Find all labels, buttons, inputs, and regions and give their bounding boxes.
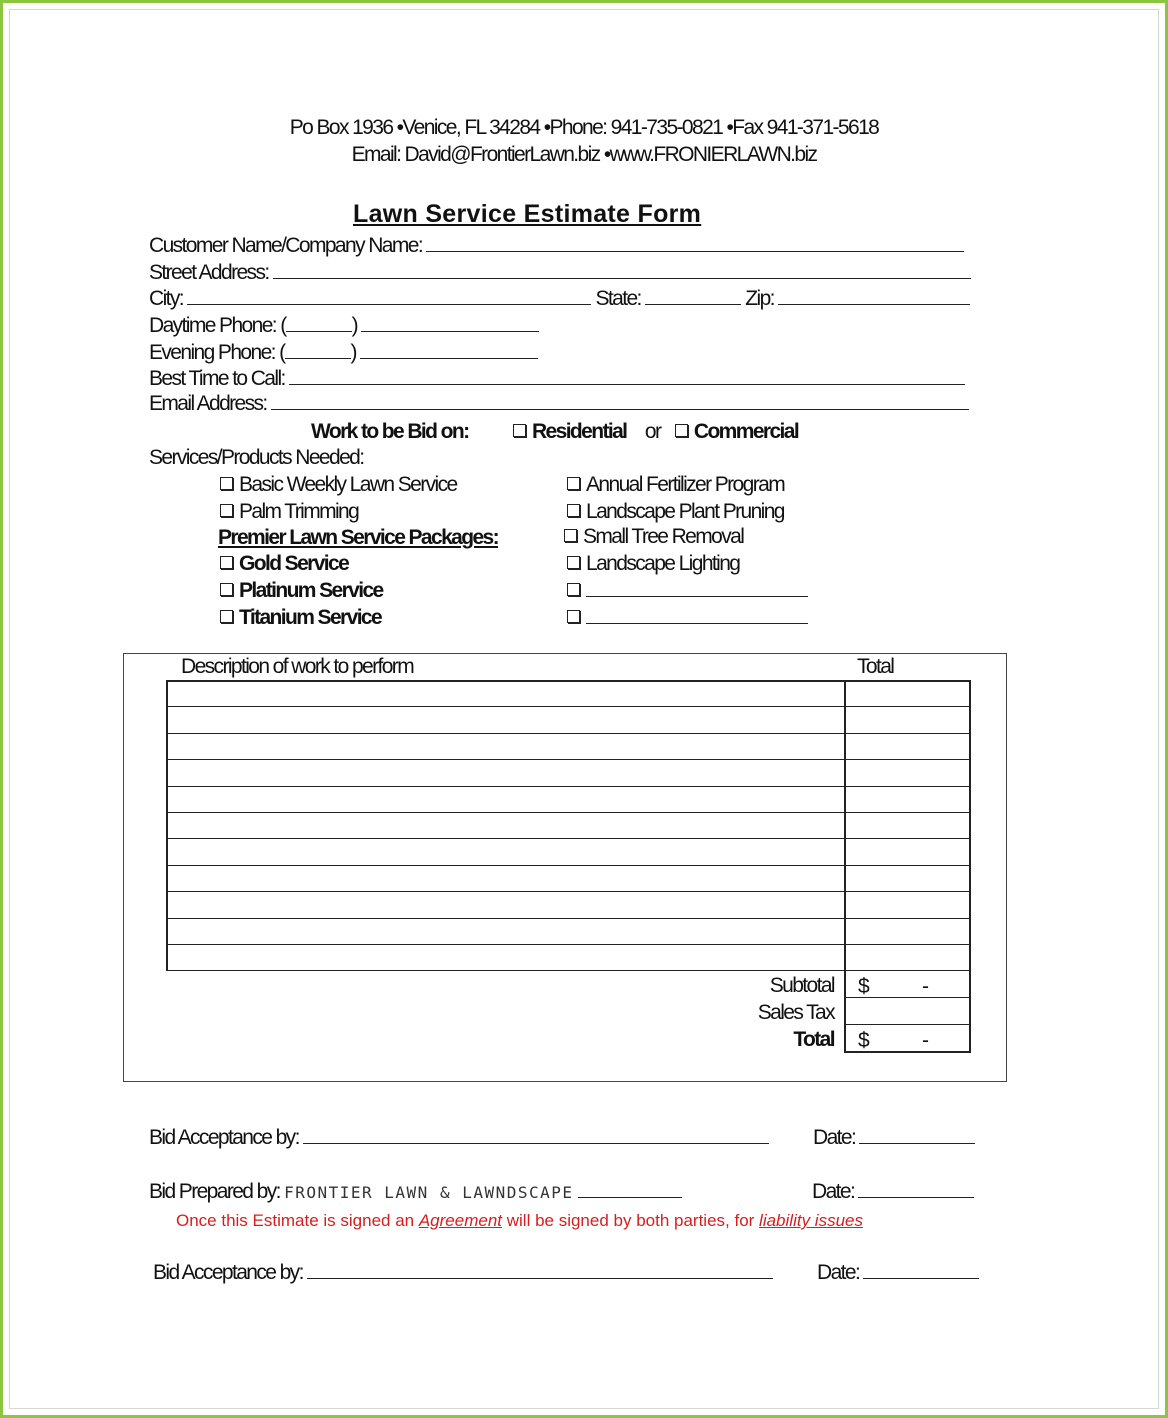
bid-acceptance-date-field[interactable]	[859, 1129, 975, 1144]
bid-prepared-date-row	[812, 1180, 974, 1204]
date-label: Date:	[813, 1126, 856, 1149]
custom-service-field[interactable]	[586, 609, 808, 624]
table-row-line	[166, 944, 970, 945]
package-option	[220, 579, 383, 603]
package-option	[220, 606, 381, 630]
table-row-line	[166, 970, 970, 971]
bid-acceptance-signature-field[interactable]	[303, 1129, 769, 1144]
sales-tax-label: Sales Tax	[757, 1001, 834, 1024]
street-address-field[interactable]	[273, 264, 971, 279]
daytime-phone-label: Daytime Phone: (	[149, 314, 286, 337]
email-row	[149, 392, 969, 416]
service-label: Palm Trimming	[239, 500, 359, 523]
liability-link: liability issues	[759, 1211, 863, 1230]
package-label: Platinum Service	[239, 579, 383, 602]
agreement-notice	[176, 1211, 863, 1231]
package-checkbox[interactable]	[220, 583, 233, 596]
zip-field[interactable]	[778, 290, 970, 305]
subtotal-value: -	[922, 975, 928, 998]
custom-service-field[interactable]	[586, 582, 808, 597]
table-row-line	[166, 812, 970, 813]
bid-acceptance-label: Bid Acceptance by:	[149, 1126, 299, 1149]
service-checkbox[interactable]	[567, 583, 580, 596]
state-field[interactable]	[645, 290, 741, 305]
email-label: Email Address:	[149, 392, 267, 415]
date-label: Date:	[817, 1261, 860, 1284]
bid-acceptance-date-field[interactable]	[863, 1264, 979, 1279]
services-label: Services/Products Needed:	[149, 446, 364, 469]
or-label: or	[644, 420, 661, 443]
daytime-paren: )	[351, 314, 358, 337]
service-label: Basic Weekly Lawn Service	[239, 473, 457, 496]
work-bid-row	[311, 420, 798, 444]
prepared-by-handwriting: FRONTIER LAWN & LAWNDSCAPE	[284, 1183, 574, 1202]
custom-service-option	[567, 606, 808, 630]
street-address-row	[149, 261, 971, 285]
daytime-phone-row	[149, 314, 539, 338]
email-field[interactable]	[271, 395, 969, 410]
commercial-label: Commercial	[693, 420, 799, 443]
table-row-line	[166, 733, 970, 734]
package-checkbox[interactable]	[220, 610, 233, 623]
service-checkbox[interactable]	[567, 556, 580, 569]
company-contact-line: Email: David@FrontierLawn.biz •www.FRONIERLAWN.biz	[351, 143, 817, 166]
residential-checkbox[interactable]	[513, 424, 526, 437]
residential-label: Residential	[531, 420, 627, 443]
service-option	[567, 552, 739, 576]
notice-text-1: Once this Estimate is signed an	[176, 1211, 419, 1230]
table-row-line	[166, 759, 970, 760]
evening-area-code-field[interactable]	[285, 344, 351, 359]
bid-acceptance-date-row-2	[817, 1261, 979, 1285]
evening-paren: )	[350, 341, 356, 364]
company-address-line: Po Box 1936 •Venice, FL 34284 •Phone: 941-735-0821 •Fax 941-371-5618	[289, 116, 879, 139]
customer-name-row	[149, 234, 964, 258]
zip-label: Zip:	[745, 287, 774, 310]
customer-name-label: Customer Name/Company Name:	[149, 234, 423, 257]
bid-prepared-signature-field[interactable]	[578, 1183, 682, 1198]
packages-heading: Premier Lawn Service Packages:	[218, 526, 499, 549]
service-option	[567, 473, 784, 497]
city-label: City:	[149, 287, 184, 310]
service-checkbox[interactable]	[567, 610, 580, 623]
total-value: -	[922, 1029, 928, 1052]
service-checkbox[interactable]	[564, 529, 577, 542]
service-option	[564, 525, 743, 549]
custom-service-option	[567, 579, 808, 603]
work-bid-label: Work to be Bid on:	[311, 420, 469, 443]
subtotal-currency: $	[858, 975, 869, 998]
service-label: Annual Fertilizer Program	[586, 473, 785, 496]
service-option	[220, 500, 358, 524]
customer-name-field[interactable]	[426, 237, 964, 252]
bid-acceptance-row-2	[153, 1261, 773, 1285]
street-address-label: Street Address:	[149, 261, 269, 284]
table-row-line	[166, 706, 970, 707]
service-option	[567, 500, 784, 524]
table-row-line	[166, 786, 970, 787]
evening-phone-row	[149, 341, 538, 365]
date-label: Date:	[812, 1180, 855, 1203]
bid-prepared-label: Bid Prepared by:	[149, 1180, 280, 1203]
service-label: Landscape Lighting	[586, 552, 740, 575]
daytime-phone-field[interactable]	[361, 317, 539, 332]
total-currency: $	[858, 1029, 869, 1052]
service-label: Landscape Plant Pruning	[586, 500, 784, 523]
commercial-checkbox[interactable]	[675, 424, 688, 437]
evening-phone-label: Evening Phone: (	[149, 341, 285, 364]
package-label: Gold Service	[239, 552, 349, 575]
service-label: Small Tree Removal	[583, 525, 744, 548]
bid-prepared-date-field[interactable]	[858, 1183, 974, 1198]
form-title: Lawn Service Estimate Form	[353, 200, 702, 228]
bid-prepared-row	[149, 1180, 682, 1204]
best-time-row	[149, 367, 965, 391]
table-row-line	[166, 918, 970, 919]
table-row-line	[166, 680, 970, 682]
description-header: Description of work to perform	[181, 655, 414, 678]
bid-acceptance-date-row	[813, 1126, 975, 1150]
best-time-label: Best Time to Call:	[149, 367, 285, 390]
table-left-border	[166, 680, 168, 971]
agreement-link: Agreement	[418, 1211, 503, 1230]
daytime-area-code-field[interactable]	[286, 317, 352, 332]
package-option	[220, 552, 348, 576]
service-option	[220, 473, 457, 497]
grand-total-label: Total	[793, 1028, 834, 1051]
total-header: Total	[857, 655, 894, 678]
bid-acceptance-label: Bid Acceptance by:	[153, 1261, 303, 1284]
bid-acceptance-signature-field[interactable]	[307, 1264, 773, 1279]
sales-tax-value[interactable]	[844, 1000, 969, 1026]
table-row-line	[166, 865, 970, 866]
subtotal-label: Subtotal	[769, 974, 834, 997]
service-checkbox[interactable]	[567, 477, 580, 490]
city-field[interactable]	[187, 290, 591, 305]
bid-acceptance-row	[149, 1126, 769, 1150]
package-label: Titanium Service	[239, 606, 382, 629]
notice-text-2: will be signed by both parties, for	[502, 1211, 760, 1230]
table-row-line	[166, 891, 970, 892]
service-checkbox[interactable]	[220, 504, 233, 517]
city-row	[149, 287, 970, 311]
evening-phone-field[interactable]	[360, 344, 538, 359]
best-time-field[interactable]	[289, 370, 965, 385]
service-checkbox[interactable]	[567, 504, 580, 517]
table-row-line	[166, 838, 970, 839]
package-checkbox[interactable]	[220, 556, 233, 569]
service-checkbox[interactable]	[220, 477, 233, 490]
state-label: State:	[595, 287, 641, 310]
